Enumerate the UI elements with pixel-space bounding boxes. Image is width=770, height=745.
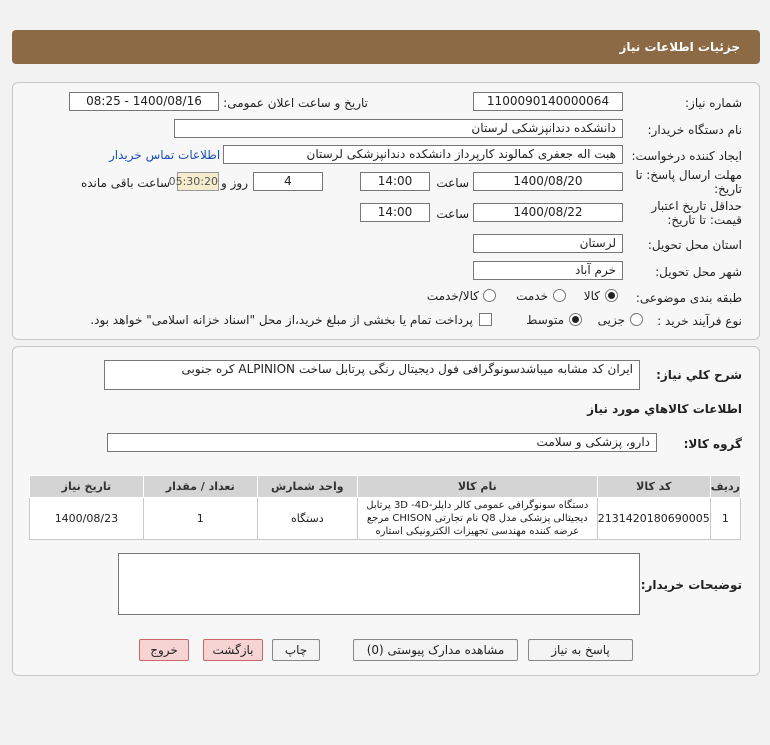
summary-label: شرح کلي نياز: (656, 368, 742, 382)
price-validity-label-2: قیمت: تا تاریخ: (667, 213, 742, 227)
category-service-radio[interactable] (553, 289, 566, 302)
col-unit: واحد شمارش (257, 476, 357, 498)
reply-deadline-label-1: مهلت ارسال پاسخ: تا (635, 168, 742, 182)
category-service-label: خدمت (516, 289, 548, 303)
reply-deadline-label-2: تاریخ: (714, 182, 742, 196)
cell-row: 1 (710, 498, 740, 540)
table-header-row (30, 476, 741, 498)
validity-time-field: 14:00 (360, 203, 430, 222)
process-medium-radio[interactable] (569, 313, 582, 326)
attachments-button[interactable]: مشاهده مدارک پیوستی (0) (353, 639, 518, 661)
buyer-notes-field (118, 553, 640, 615)
summary-field: ایران کد مشابه میباشدسونوگرافی فول دیجیتال رنگی پرتابل ساخت ALPINION کره جنوبی (104, 360, 640, 390)
cell-qty: 1 (143, 498, 257, 540)
creator-field: هبت اله جعفری کمالوند کارپرداز دانشکده دندانپزشکی لرستان (223, 145, 623, 164)
process-medium-label: متوسط (526, 313, 564, 327)
print-button[interactable]: چاپ (272, 639, 320, 661)
remaining-time-badge: 05:30:20 (177, 172, 219, 191)
days-field: 4 (253, 172, 323, 191)
treasury-payment-note: پرداخت تمام یا بخشی از مبلغ خرید،از محل "اسناد خزانه اسلامی" خواهد بود. (90, 313, 473, 327)
category-goods-radio[interactable] (605, 289, 618, 302)
announce-label: تاریخ و ساعت اعلان عمومی: (223, 96, 368, 110)
goods-group-label: گروه کالا: (683, 437, 742, 451)
need-number-label: شماره نیاز: (685, 96, 742, 110)
page-title: جزئیات اطلاعات نیاز (619, 40, 740, 54)
days-label: روز و (221, 176, 248, 190)
validity-date-field: 1400/08/22 (473, 203, 623, 222)
treasury-payment-checkbox[interactable] (479, 313, 492, 326)
back-button[interactable]: بازگشت (203, 639, 263, 661)
col-date: تاریخ نیاز (30, 476, 144, 498)
reply-button[interactable]: پاسخ به نیاز (528, 639, 633, 661)
process-minor-radio[interactable] (630, 313, 643, 326)
cell-code: 2131420180690005 (597, 498, 710, 540)
validity-time-label: ساعت (436, 207, 469, 221)
col-name: نام کالا (357, 476, 597, 498)
category-goods-service-radio[interactable] (483, 289, 496, 302)
reply-deadline-label (635, 168, 742, 196)
category-label: طبقه بندی موضوعی: (635, 291, 742, 305)
price-validity-label-1: حداقل تاریخ اعتبار (651, 199, 742, 213)
process-label: نوع فرآیند خرید : (657, 314, 742, 328)
goods-group-field: دارو، پزشکی و سلامت (107, 433, 657, 452)
buyer-org-field: دانشکده دندانپزشکی لرستان (174, 119, 623, 138)
goods-table (29, 475, 741, 540)
table-row (30, 498, 741, 540)
price-validity-label (651, 199, 742, 227)
reply-time-label: ساعت (436, 176, 469, 190)
creator-label: ایجاد کننده درخواست: (631, 149, 742, 163)
announce-field: 1400/08/16 - 08:25 (69, 92, 219, 111)
buyer-org-label: نام دستگاه خریدار: (647, 123, 742, 137)
process-minor-label: جزیی (597, 313, 625, 327)
cell-unit: دستگاه (257, 498, 357, 540)
page-header (12, 30, 760, 64)
exit-button[interactable]: خروج (139, 639, 189, 661)
province-field: لرستان (473, 234, 623, 253)
col-code: کد کالا (597, 476, 710, 498)
buyer-contact-link[interactable]: اطلاعات تماس خریدار (109, 148, 221, 162)
col-qty: تعداد / مقدار (143, 476, 257, 498)
goods-info-title: اطلاعات کالاهاي مورد نياز (587, 402, 742, 416)
cell-name: دستگاه سونوگرافی عمومی کالر داپلر-3D -4D پرتابل دیجیتالی پزشکی مدل Q8 نام تجارتی CHISON مرجع عرضه کننده مهندسی تجهیزات الکترونیکی استاره (357, 498, 597, 540)
col-row: ردیف (710, 476, 740, 498)
cell-date: 1400/08/23 (30, 498, 144, 540)
category-goods-label: کالا (583, 289, 600, 303)
remaining-label: ساعت باقی مانده (80, 176, 170, 190)
buyer-notes-label: توضیحات خریدار: (640, 578, 742, 592)
reply-date-field: 1400/08/20 (473, 172, 623, 191)
city-field: خرم آباد (473, 261, 623, 280)
reply-time-field: 14:00 (360, 172, 430, 191)
category-goods-service-label: کالا/خدمت (426, 289, 479, 303)
city-label: شهر محل تحویل: (655, 265, 742, 279)
need-number-field: 1100090140000064 (473, 92, 623, 111)
province-label: استان محل تحویل: (647, 238, 742, 252)
